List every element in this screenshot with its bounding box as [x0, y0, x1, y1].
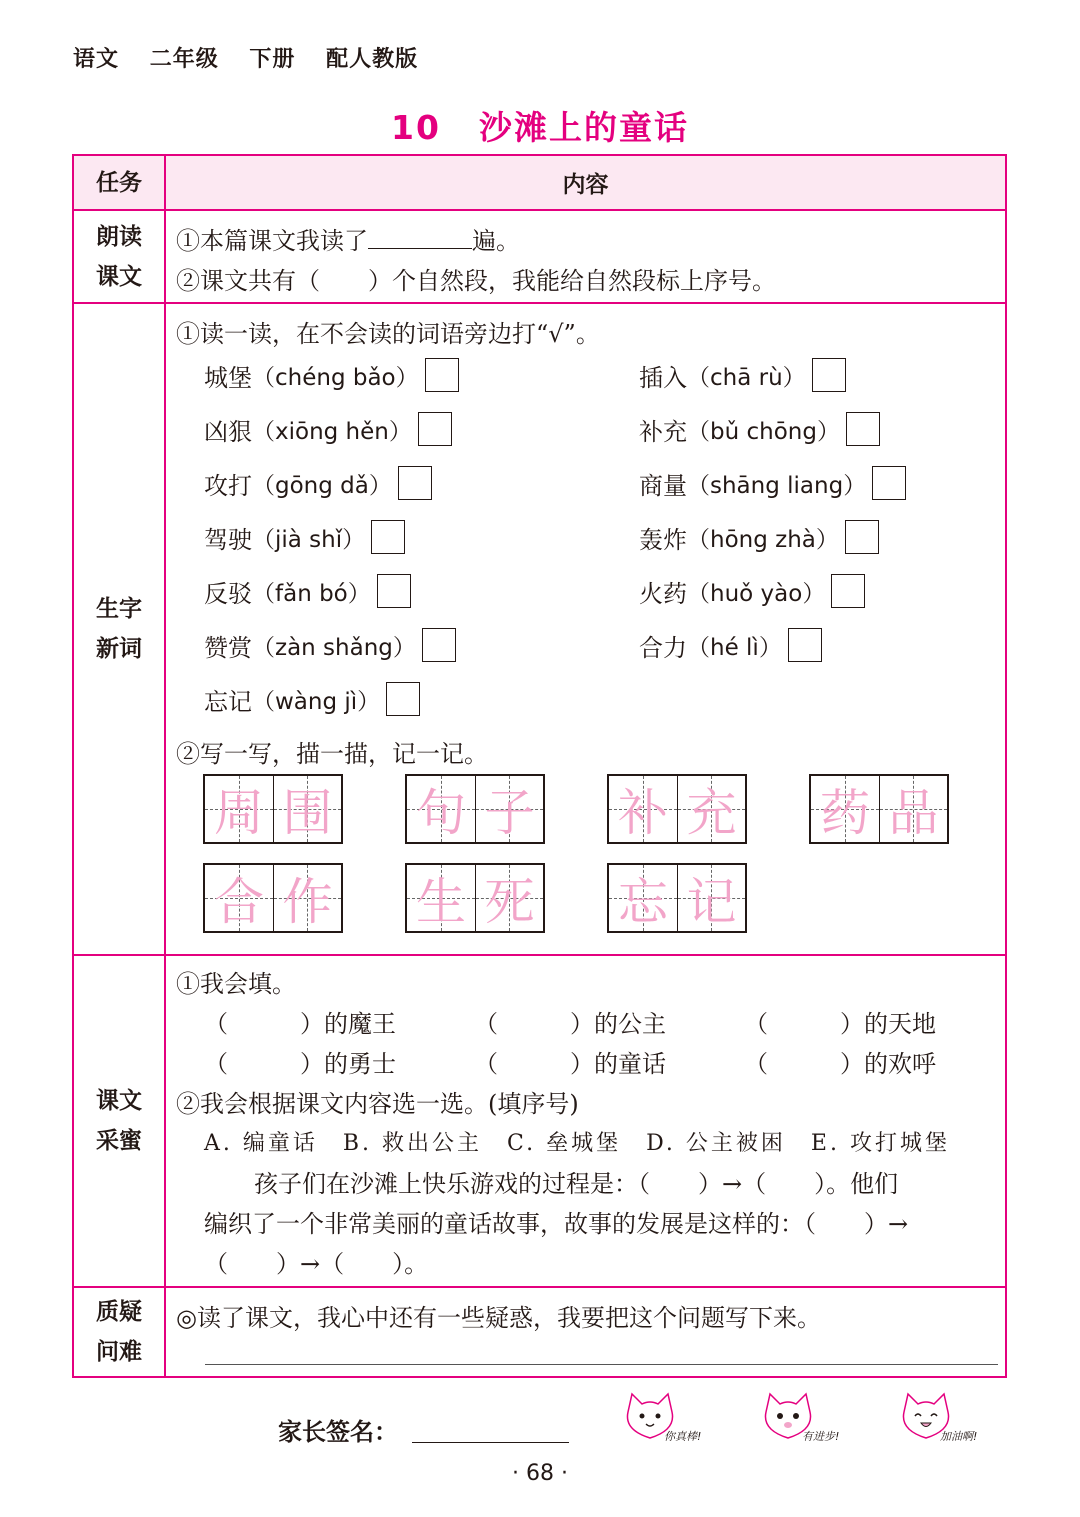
- check-box[interactable]: [377, 574, 411, 608]
- paragraph-count-line: ②课文共有（ ）个自然段，我能给自然段标上序号。: [176, 267, 776, 295]
- trace-char: 药: [819, 784, 870, 842]
- fill-item[interactable]: （ ）的欢呼: [744, 1050, 936, 1078]
- trace-char: 句: [415, 784, 466, 842]
- badge-cheer[interactable]: [896, 1390, 986, 1450]
- trace-grid: [203, 863, 343, 933]
- new-words-label: 生字 新词: [74, 304, 166, 954]
- trace-char: 死: [484, 873, 535, 931]
- read-times-blank[interactable]: [368, 226, 472, 249]
- trace-grid: [405, 863, 545, 933]
- trace-char: 生: [415, 873, 466, 931]
- badge-caption: 你真棒!: [664, 1430, 702, 1443]
- word-item: 插入 （chā rù）: [639, 356, 846, 394]
- trace-char: 围: [282, 784, 333, 842]
- word-item: 凶狠 （xiōng hěn）: [204, 410, 452, 448]
- reading-count-line: ①本篇课文我读了 遍。: [176, 227, 520, 255]
- words-instruction-2: ②写一写，描一描，记一记。: [176, 740, 488, 768]
- word-item: 忘记 （wàng jì）: [204, 680, 420, 718]
- word-item: 轰炸 （hōng zhà）: [639, 518, 879, 556]
- trace-grid: [607, 863, 747, 933]
- check-box[interactable]: [845, 520, 879, 554]
- word-item: 火药 （huǒ yào）: [639, 572, 865, 610]
- fill-item[interactable]: （ ）的勇士: [204, 1050, 396, 1078]
- trace-char: 周: [213, 784, 264, 842]
- trace-char: 充: [686, 784, 737, 842]
- trace-grid: [405, 774, 545, 844]
- sequence-para-2[interactable]: 编织了一个非常美丽的童话故事，故事的发展是这样的：（ ）→: [204, 1210, 909, 1238]
- lesson-title: [0, 102, 1080, 149]
- badge-caption: 有进步!: [802, 1430, 840, 1443]
- word-item: 商量 （shāng liang）: [639, 464, 906, 502]
- word-item: 攻打 （gōng dǎ）: [204, 464, 432, 502]
- text-gather-row: [74, 956, 1005, 1288]
- check-box[interactable]: [872, 466, 906, 500]
- badge-great[interactable]: [620, 1390, 710, 1450]
- check-box[interactable]: [398, 466, 432, 500]
- task-table: [72, 154, 1007, 1378]
- parent-signature-line[interactable]: [412, 1442, 569, 1443]
- fill-item[interactable]: （ ）的天地: [744, 1010, 936, 1038]
- trace-char: 合: [213, 873, 264, 931]
- check-box[interactable]: [418, 412, 452, 446]
- check-box[interactable]: [812, 358, 846, 392]
- word-item: 驾驶 （jià shǐ）: [204, 518, 405, 556]
- sequence-para-1[interactable]: 孩子们在沙滩上快乐游戏的过程是：（ ）→（ ）。他们: [254, 1170, 899, 1198]
- col-content-header: 内容: [562, 172, 609, 198]
- fill-item[interactable]: （ ）的公主: [474, 1010, 666, 1038]
- reading-row: [74, 211, 1005, 304]
- trace-char: 作: [282, 873, 333, 931]
- lesson-name: 沙滩上的童话: [478, 108, 689, 147]
- lesson-number: 10: [391, 108, 441, 147]
- check-box[interactable]: [788, 628, 822, 662]
- trace-grid: [809, 774, 949, 844]
- parent-signature-label: 家长签名：: [278, 1418, 398, 1446]
- badge-progress[interactable]: [758, 1390, 848, 1450]
- trace-char: 子: [484, 784, 535, 842]
- question-label: 质疑 问难: [74, 1288, 166, 1376]
- page-header: [73, 42, 440, 73]
- check-box[interactable]: [846, 412, 880, 446]
- word-item: 赞赏 （zàn shǎng）: [204, 626, 456, 664]
- text-gather-label: 课文 采蜜: [74, 956, 166, 1286]
- check-box[interactable]: [425, 358, 459, 392]
- check-box[interactable]: [386, 682, 420, 716]
- sequence-para-3[interactable]: （ ）→（ ）。: [204, 1250, 429, 1278]
- header-volume: 下册: [249, 47, 296, 72]
- trace-grid: [203, 774, 343, 844]
- choose-instruction: ②我会根据课文内容选一选。(填序号): [176, 1090, 579, 1118]
- trace-char: 品: [888, 784, 939, 842]
- choice-options: A. 编童话 B. 救出公主 C. 垒城堡 D. 公主被困 E. 攻打城堡: [204, 1131, 950, 1156]
- word-item: 反驳 （fǎn bó）: [204, 572, 411, 610]
- trace-char: 补: [617, 784, 668, 842]
- question-answer-line[interactable]: [205, 1364, 998, 1365]
- fill-item[interactable]: （ ）的童话: [474, 1050, 666, 1078]
- words-instruction-1: ①读一读，在不会读的词语旁边打“√”。: [176, 320, 600, 348]
- check-box[interactable]: [371, 520, 405, 554]
- reading-label: 朗读 课文: [74, 211, 166, 302]
- badge-caption: 加油啊!: [940, 1430, 978, 1443]
- word-item: 城堡 （chéng bǎo）: [204, 356, 459, 394]
- page-number: · 68 ·: [512, 1461, 568, 1486]
- col-task-header: 任务: [74, 156, 166, 209]
- trace-char: 忘: [617, 873, 668, 931]
- trace-char: 记: [686, 873, 737, 931]
- check-box[interactable]: [831, 574, 865, 608]
- header-subject: 语文: [73, 47, 120, 72]
- header-grade: 二年级: [149, 47, 219, 72]
- new-words-row: [74, 304, 1005, 956]
- question-prompt: ◎读了课文，我心中还有一些疑惑，我要把这个问题写下来。: [176, 1304, 821, 1332]
- fill-item[interactable]: （ ）的魔王: [204, 1010, 396, 1038]
- table-header-row: [74, 156, 1005, 211]
- word-item: 补充 （bǔ chōng）: [639, 410, 880, 448]
- check-box[interactable]: [422, 628, 456, 662]
- word-item: 合力 （hé lì）: [639, 626, 822, 664]
- header-edition: 配人教版: [326, 47, 419, 72]
- fill-instruction: ①我会填。: [176, 970, 296, 998]
- trace-grid: [607, 774, 747, 844]
- question-row: [74, 1288, 1005, 1376]
